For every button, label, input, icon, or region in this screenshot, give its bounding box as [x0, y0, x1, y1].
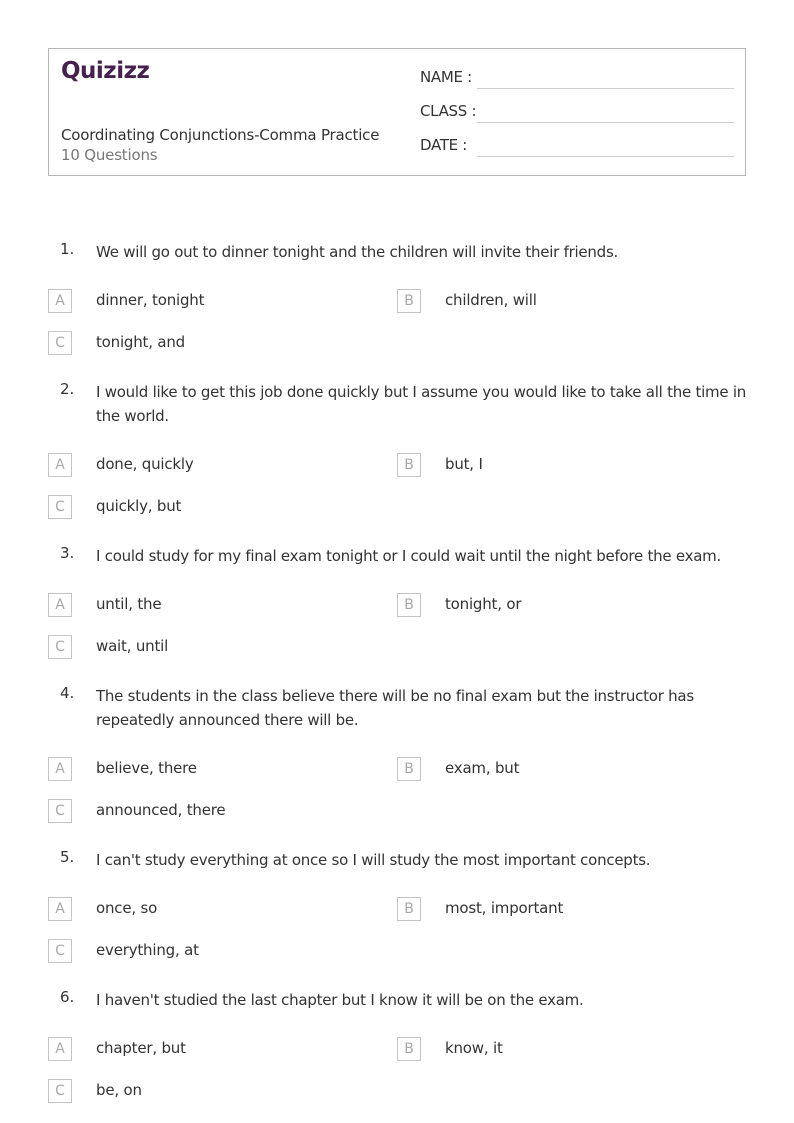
worksheet-title: Coordinating Conjunctions-Comma Practice [61, 126, 380, 144]
option-text: wait, until [96, 637, 169, 655]
class-field[interactable] [420, 102, 734, 124]
question-text: The students in the class believe there will be no final exam but the instructor has repeatedly announced there will be. [96, 687, 694, 729]
worksheet-header [48, 48, 746, 176]
option-text: announced, there [96, 801, 226, 819]
question-number: 4. [60, 684, 75, 702]
option-letter-box[interactable]: B [397, 289, 421, 313]
option-text: believe, there [96, 759, 197, 777]
question-text: We will go out to dinner tonight and the children will invite their friends. [96, 243, 619, 261]
option-text: know, it [445, 1039, 503, 1057]
option-text: be, on [96, 1081, 142, 1099]
date-field[interactable] [420, 136, 734, 158]
name-field[interactable] [420, 68, 734, 90]
option-letter-box[interactable]: C [48, 331, 72, 355]
question-text: I haven't studied the last chapter but I know it will be on the exam. [96, 991, 584, 1009]
option-letter-box[interactable]: C [48, 799, 72, 823]
option-letter-box[interactable]: A [48, 593, 72, 617]
date-label: DATE : [420, 136, 468, 154]
class-line[interactable] [477, 122, 734, 123]
option-text: exam, but [445, 759, 520, 777]
question-number: 1. [60, 240, 75, 258]
option-letter-box[interactable]: A [48, 453, 72, 477]
question-number: 6. [60, 988, 75, 1006]
option-letter-box[interactable]: A [48, 897, 72, 921]
option-letter-box[interactable]: C [48, 635, 72, 659]
option-text: most, important [445, 899, 564, 917]
option-text: dinner, tonight [96, 291, 205, 309]
option-text: until, the [96, 595, 162, 613]
option-letter-box[interactable]: B [397, 897, 421, 921]
question-number: 2. [60, 380, 75, 398]
option-text: once, so [96, 899, 158, 917]
option-text: done, quickly [96, 455, 194, 473]
option-letter-box[interactable]: A [48, 289, 72, 313]
name-label: NAME : [420, 68, 472, 86]
question-number: 5. [60, 848, 75, 866]
question-count: 10 Questions [61, 146, 158, 164]
option-text: chapter, but [96, 1039, 186, 1057]
question-text: I could study for my final exam tonight or I could wait until the night before the exam. [96, 547, 722, 565]
option-text: but, I [445, 455, 483, 473]
option-letter-box[interactable]: B [397, 453, 421, 477]
option-text: tonight, or [445, 595, 522, 613]
option-text: tonight, and [96, 333, 185, 351]
option-letter-box[interactable]: C [48, 939, 72, 963]
option-text: quickly, but [96, 497, 182, 515]
question-number: 3. [60, 544, 75, 562]
option-text: everything, at [96, 941, 199, 959]
option-letter-box[interactable]: C [48, 1079, 72, 1103]
option-letter-box[interactable]: A [48, 757, 72, 781]
option-letter-box[interactable]: B [397, 1037, 421, 1061]
question-text: I can't study everything at once so I will study the most important concepts. [96, 851, 651, 869]
option-letter-box[interactable]: C [48, 495, 72, 519]
option-letter-box[interactable]: A [48, 1037, 72, 1061]
quizizz-logo: Quizizz [61, 58, 150, 84]
class-label: CLASS : [420, 102, 477, 120]
question-text: I would like to get this job done quickly but I assume you would like to take all the time in the world. [96, 383, 747, 425]
option-letter-box[interactable]: B [397, 757, 421, 781]
name-line[interactable] [477, 88, 734, 89]
option-letter-box[interactable]: B [397, 593, 421, 617]
option-text: children, will [445, 291, 537, 309]
date-line[interactable] [477, 156, 734, 157]
